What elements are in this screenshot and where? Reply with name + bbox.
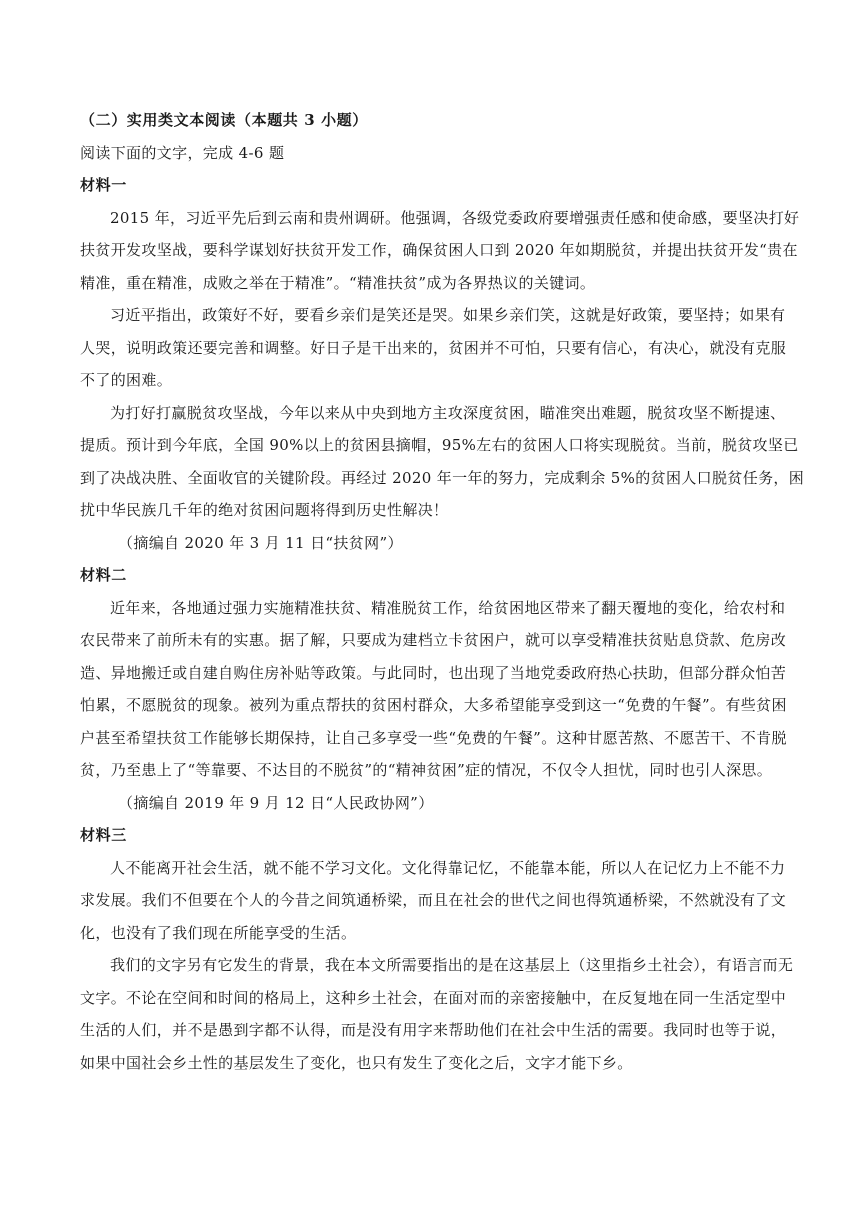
text-line: 文字。不论在空间和时间的格局上，这种乡土社会，在面对而的亲密接触中，在反复地在同一生活定型中 <box>80 988 787 1007</box>
text-line: 化，也没有了我们现在所能享受的生活。 <box>80 923 357 942</box>
material-2-heading: 材料二 <box>80 566 127 584</box>
text-line: 贫，乃至患上了“等靠要、不达目的不脱贫”的“精神贫困”症的情况，不仅令人担忧，同时也引人深思。 <box>80 761 773 779</box>
text-line: 扰中华民族几千年的绝对贫困问题将得到历史性解决！ <box>80 501 449 519</box>
material-1-paragraph-2 <box>80 299 792 397</box>
material-3-paragraph-2 <box>80 949 792 1079</box>
text-line: 不了的困难。 <box>80 371 173 389</box>
text-line: 到了决战决胜、全面收官的关键阶段。再经过 2020 年一年的努力，完成剩余 5%的贫困人口脱贫任务，困 <box>80 468 805 487</box>
text-line: 农民带来了前所未有的实惠。据了解，只要成为建档立卡贫困户，就可以享受精准扶贫贴息贷款、危房改 <box>80 631 787 649</box>
text-line: 我们的文字另有它发生的背景，我在本文所需要指出的是在这基层上（这里指乡土社会），有语言而无 <box>110 956 794 974</box>
text-line: 求发展。我们不但要在个人的今昔之间筑通桥梁，而且在社会的世代之间也得筑通桥梁，不然就没有了文 <box>80 891 787 909</box>
material-2-source: （摘编自 2019 年 9 月 12 日“人民政协网”） <box>118 793 434 812</box>
material-1-paragraph-3 <box>80 397 805 527</box>
text-line: 造、异地搬迁或自建自购住房补贴等政策。与此同时，也出现了当地党委政府热心扶助，但部分群众怕苦 <box>80 663 787 682</box>
text-line: 户甚至希望扶贫工作能够长期保持，让自己多享受一些“免费的午餐”。这种甘愿苦熬、不愿苦干、不肯脱 <box>80 728 787 747</box>
material-2-paragraph-1 <box>80 592 792 787</box>
material-3-paragraph-1 <box>80 852 792 950</box>
material-3-heading: 材料三 <box>80 826 127 844</box>
text-line: 精准，重在精准，成败之举在于精准”。“精准扶贫”成为各界热议的关键词。 <box>80 273 596 292</box>
text-line: 人不能离开社会生活，就不能不学习文化。文化得靠记忆，不能靠本能，所以人在记忆力上不能不力 <box>110 858 786 877</box>
material-1-source: （摘编自 2020 年 3 月 11 日“扶贫网”） <box>118 533 403 552</box>
text-line: 习近平指出，政策好不好，要看乡亲们是笑还是哭。如果乡亲们笑，这就是好政策，要坚持；如果有 <box>110 306 786 324</box>
document-body <box>80 104 805 1079</box>
material-1-heading: 材料一 <box>80 176 127 194</box>
instruction-text: 阅读下面的文字，完成 4-6 题 <box>80 143 285 162</box>
text-line: 人哭，说明政策还要完善和调整。好日子是干出来的，贫困并不可怕，只要有信心，有决心，就没有克服 <box>80 338 787 357</box>
text-line: 近年来，各地通过强力实施精准扶贫、精准脱贫工作，给贫困地区带来了翻天覆地的变化，给农村和 <box>110 598 786 617</box>
text-line: 提质。预计到今年底，全国 90%以上的贫困县摘帽，95%左右的贫困人口将实现脱贫。当前，脱贫攻坚已 <box>80 436 799 454</box>
text-line: 2015 年，习近平先后到云南和贵州调研。他强调，各级党委政府要增强责任感和使命感，要坚决打好 <box>110 208 800 227</box>
section-title: （二）实用类文本阅读（本题共 3 小题） <box>80 111 368 129</box>
text-line: 如果中国社会乡土性的基层发生了变化，也只有发生了变化之后，文字才能下乡。 <box>80 1053 633 1072</box>
text-line: 怕累，不愿脱贫的现象。被列为重点帮扶的贫困村群众，大多希望能享受到这一“免费的午餐”。有些贫困 <box>80 696 787 714</box>
text-line: 扶贫开发攻坚战，要科学谋划好扶贫开发工作，确保贫困人口到 2020 年如期脱贫，并提出扶贫开发“贵在 <box>80 241 798 259</box>
material-1-paragraph-1 <box>80 202 800 300</box>
text-line: 生活的人们，并不是愚到字都不认得，而是没有用字来帮助他们在社会中生活的需要。我同时也等于说， <box>80 1021 787 1039</box>
text-line: 为打好打赢脱贫攻坚战，今年以来从中央到地方主攻深度贫困，瞄准突出难题，脱贫攻坚不断提速、 <box>110 403 786 422</box>
